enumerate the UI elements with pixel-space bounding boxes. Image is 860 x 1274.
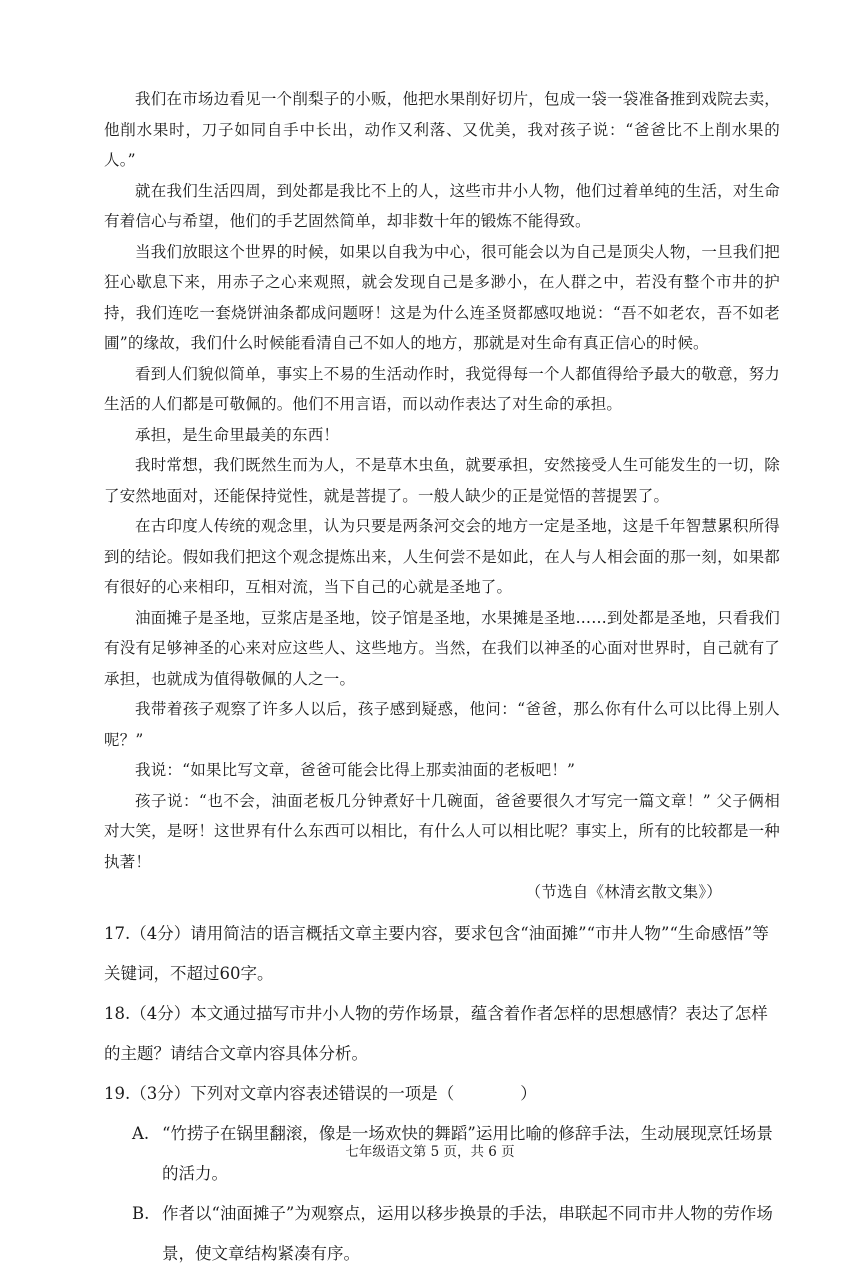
option-b xyxy=(132,1194,780,1274)
option-b-letter: B. xyxy=(132,1203,150,1223)
passage-paragraph-6: 我时常想，我们既然生而为人，不是草木虫鱼，就要承担，安然接受人生可能发生的一切，除了安然地面对，还能保持觉性，就是菩提了。一般人缺少的正是觉悟的菩提罢了。 xyxy=(104,456,780,505)
option-b-text: 作者以“油面摊子”为观察点，运用以移步换景的手法，串联起不同市井人物的劳作场景，使文章结构紧凑有序。 xyxy=(162,1203,773,1263)
passage-source-row xyxy=(104,877,780,908)
question-17 xyxy=(104,914,780,994)
question-19 xyxy=(104,1074,780,1114)
passage-paragraph-11 xyxy=(104,786,780,878)
option-a-text: “竹捞子在锅里翻滚，像是一场欢快的舞蹈”运用比喻的修辞手法，生动展现烹饪场景的活力。 xyxy=(162,1123,773,1183)
passage-paragraph-5: 承担，是生命里最美的东西！ xyxy=(135,425,340,444)
question-17-text: （4分）请用简洁的语言概括文章主要内容，要求包含“油面摊”“市井人物”“生命感悟”等关键词，不超过60字。 xyxy=(104,923,769,983)
question-17-number: 17. xyxy=(104,923,131,943)
passage-paragraph-3: 当我们放眼这个世界的时候，如果以自我为中心，很可能会以为自己是顶尖人物，一旦我们把狂心歇息下来，用赤子之心来观照，就会发现自己是多渺小，在人群之中，若没有整个市井的护持，我们连吃一套烧饼油条都成问题呀！这是为什么连圣贤都感叹地说：“吾不如老农，吾不如老圃”的缘故，我们什么时候能看清自己不如人的地方，那就是对生命有真正信心的时候。 xyxy=(104,242,780,352)
option-a-letter: A. xyxy=(132,1123,150,1143)
passage-paragraph-8: 油面摊子是圣地，豆浆店是圣地，饺子馆是圣地，水果摊是圣地……到处都是圣地，只看我们有没有足够神圣的心来对应这些人、这些地方。当然，在我们以神圣的心面对世界时，自己就有了承担，也就成为值得敬佩的人之一。 xyxy=(104,608,780,688)
passage-last-paragraph: 孩子说：“也不会，油面老板几分钟煮好十几碗面，爸爸要很久才写完一篇文章！” 父子俩相对大笑，是呀！这世界有什么东西可以相比，有什么人可以相比呢？事实上，所有的比较都是一种执著！ xyxy=(104,791,780,871)
page-footer: 七年级语文第 5 页，共 6 页 xyxy=(345,1144,515,1160)
question-18 xyxy=(104,994,780,1074)
question-19-text: （3分）下列对文章内容表述错误的一项是（ ） xyxy=(130,1083,537,1103)
reading-passage xyxy=(104,84,780,908)
questions-section xyxy=(104,914,780,1274)
passage-paragraph-2: 就在我们生活四周，到处都是我比不上的人，这些市井小人物，他们过着单纯的生活，对生命有着信心与希望，他们的手艺固然简单，却非数十年的锻炼不能得致。 xyxy=(104,181,780,230)
passage-paragraph-9: 我带着孩子观察了许多人以后，孩子感到疑惑，他问：“爸爸，那么你有什么可以比得上别人呢？” xyxy=(104,700,780,749)
passage-paragraph-4: 看到人们貌似简单，事实上不易的生活动作时，我觉得每一个人都值得给予最大的敬意，努力生活的人们都是可敬佩的。他们不用言语，而以动作表达了对生命的承担。 xyxy=(104,364,780,413)
passage-source: （节选自《林清玄散文集》） xyxy=(525,883,722,901)
question-18-number: 18. xyxy=(104,1003,131,1023)
question-19-number: 19. xyxy=(104,1083,131,1103)
question-18-text: （4分）本文通过描写市井小人物的劳作场景，蕴含着作者怎样的思想感情？表达了怎样的主题？请结合文章内容具体分析。 xyxy=(104,1003,768,1063)
passage-paragraph-10: 我说：“如果比写文章，爸爸可能会比得上那卖油面的老板吧！” xyxy=(135,761,576,779)
question-19-options xyxy=(132,1114,780,1274)
passage-paragraph-1: 我们在市场边看见一个削梨子的小贩，他把水果削好切片，包成一袋一袋准备推到戏院去卖，他削水果时，刀子如同自手中长出，动作又利落、又优美，我对孩子说：“爸爸比不上削水果的人。” xyxy=(104,90,780,169)
passage-paragraph-7: 在古印度人传统的观念里，认为只要是两条河交会的地方一定是圣地，这是千年智慧累积所得到的结论。假如我们把这个观念提炼出来，人生何尝不是如此，在人与人相会面的那一刻，如果都有很好的心来相印，互相对流，当下自己的心就是圣地了。 xyxy=(104,517,780,596)
